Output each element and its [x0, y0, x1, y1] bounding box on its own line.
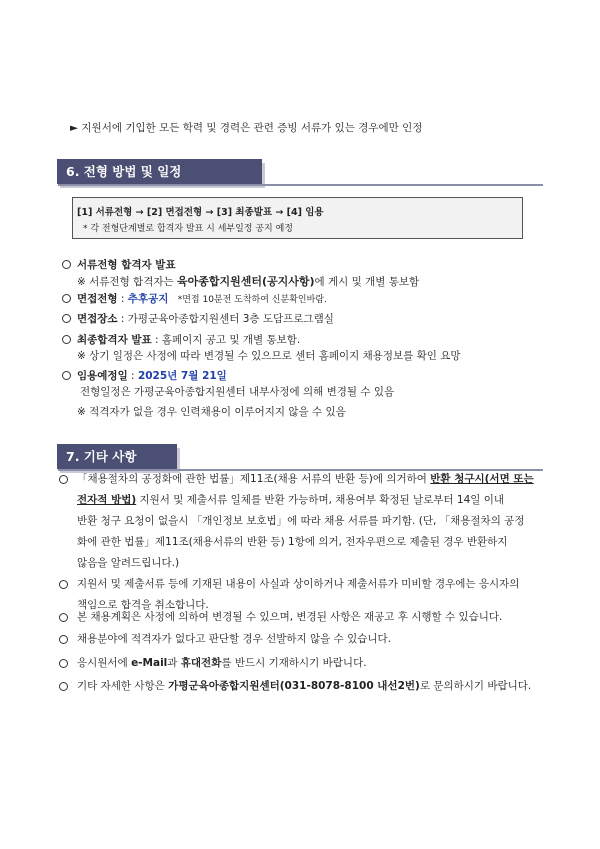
interview-note: *면접 10분전 도착하여 신분확인바람. — [177, 295, 327, 305]
p2-a: 지원서 및 제출서류 등에 기재된 내용이 사실과 상이하거나 제출서류가 미비할 경우에는 응시자의 — [77, 578, 520, 590]
circle-bullet-icon — [59, 658, 74, 670]
p1-e: 반환 청구 요청이 없을시 「개인정보 보호법」에 따라 채용 서류를 파기함. (단, 「채용절차의 공정 — [77, 515, 525, 527]
section7-title: 7. 기타 사항 — [57, 444, 177, 469]
p6-b: 가평군육아종합지원센터(031-8078-8100 내선2번) — [168, 680, 420, 692]
circle-bullet-icon — [59, 612, 74, 624]
section6-rule — [58, 184, 543, 186]
top-note: ► 지원서에 기입한 모든 학력 및 경력은 관련 증빙 서류가 있는 경우에만 인정 — [70, 122, 423, 134]
doc-note-a: ※ 서류전형 합격자는 — [77, 276, 177, 288]
p1-g: 않음을 알려드립니다.) — [77, 557, 180, 569]
p5-a: 응시원서에 — [77, 657, 132, 669]
place-item — [62, 311, 334, 326]
interview-label: 면접전형 — [77, 293, 118, 305]
final-value: : 홈페이지 공고 및 개별 통보함. — [151, 334, 301, 346]
circle-bullet-icon — [62, 260, 71, 269]
inquiry-paragraph — [77, 676, 547, 697]
p1-a: 「채용절차의 공정화에 관한 법률」제11조(채용 서류의 반환 등)에 의거하여 — [77, 473, 431, 485]
p5-c: 과 — [167, 657, 181, 669]
p1-b: 반환 청구시(서면 또는 — [430, 473, 534, 485]
plan-change-paragraph: 본 채용계획은 사정에 의하여 변경될 수 있으며, 변경된 사항은 재공고 후 시행할 수 있습니다. — [77, 611, 503, 623]
p1-c: 전자적 방법) — [77, 494, 137, 506]
circle-bullet-icon — [62, 294, 71, 303]
p5-b: e-Mail — [131, 657, 168, 669]
no-selection-paragraph: 채용분야에 적격자가 없다고 판단할 경우 선발하지 않을 수 있습니다. — [77, 633, 392, 645]
circle-bullet-icon — [59, 681, 74, 693]
p1-f: 화에 관한 법률」제11조(채용서류의 반환 등) 1항에 의거, 전자우편으로 제출된 경우 반환하지 — [77, 536, 508, 548]
hire-item — [62, 368, 227, 383]
p5-d: 휴대전화 — [180, 657, 222, 669]
circle-bullet-icon — [62, 314, 71, 323]
p1-d: 지원서 및 제출서류 일체를 반환 가능하며, 채용여부 확정된 날로부터 14일 이내 — [136, 494, 505, 506]
hire-note: 전형일정은 가평군육아종합지원센터 내부사정에 의해 변경될 수 있음 — [80, 386, 395, 398]
hire-label: 임용예정일 — [77, 370, 128, 382]
return-policy-paragraph — [77, 469, 547, 574]
section6-title: 6. 전형 방법 및 일정 — [57, 159, 262, 184]
circle-bullet-icon — [59, 579, 74, 591]
circle-bullet-icon — [62, 335, 71, 344]
hire-sep: : — [127, 370, 138, 382]
circle-bullet-icon — [62, 371, 71, 380]
flow-note: * 각 전형단계별로 합격자 발표 시 세부일정 공지 예정 — [83, 224, 293, 234]
doc-note-c: 에 게시 및 개별 통보함 — [314, 276, 420, 288]
doc-result-note — [77, 273, 419, 289]
p6-a: 기타 자세한 사항은 — [77, 680, 169, 692]
hire-note-2: ※ 적격자가 없을 경우 인력채용이 이루어지지 않을 수 있음 — [77, 406, 346, 418]
final-item — [62, 332, 300, 347]
doc-note-b: 육아종합지원센터(공지사항) — [176, 275, 315, 288]
place-label: 면접장소 — [77, 313, 118, 325]
doc-result-item — [62, 257, 176, 272]
p6-c: 로 문의하시기 바랍니다. — [419, 680, 532, 692]
schedule-flow-box — [72, 197, 523, 239]
hire-value: 2025년 7월 21일 — [137, 370, 227, 382]
flow-steps: [1] 서류전형 → [2] 면접전형 → [3] 최종발표 → [4] 임용 — [77, 207, 324, 218]
contact-info-paragraph — [77, 653, 547, 674]
interview-value: 추후공지 — [127, 293, 169, 305]
interview-item — [62, 291, 327, 306]
final-label: 최종합격자 발표 — [77, 334, 152, 346]
circle-bullet-icon — [59, 474, 74, 486]
doc-result-label: 서류전형 합격자 발표 — [77, 259, 176, 271]
p2-b: 책임으로 합격을 취소합니다. — [77, 599, 209, 611]
final-note: ※ 상기 일정은 사정에 따라 변경될 수 있으므로 센터 홈페이지 채용정보를 확인 요망 — [77, 350, 461, 362]
place-value: : 가평군육아종합지원센터 3층 도담프로그램실 — [117, 313, 334, 325]
circle-bullet-icon — [59, 634, 74, 646]
p5-e: 를 반드시 기재하시기 바랍니다. — [221, 657, 367, 669]
interview-sep: : — [117, 293, 128, 305]
